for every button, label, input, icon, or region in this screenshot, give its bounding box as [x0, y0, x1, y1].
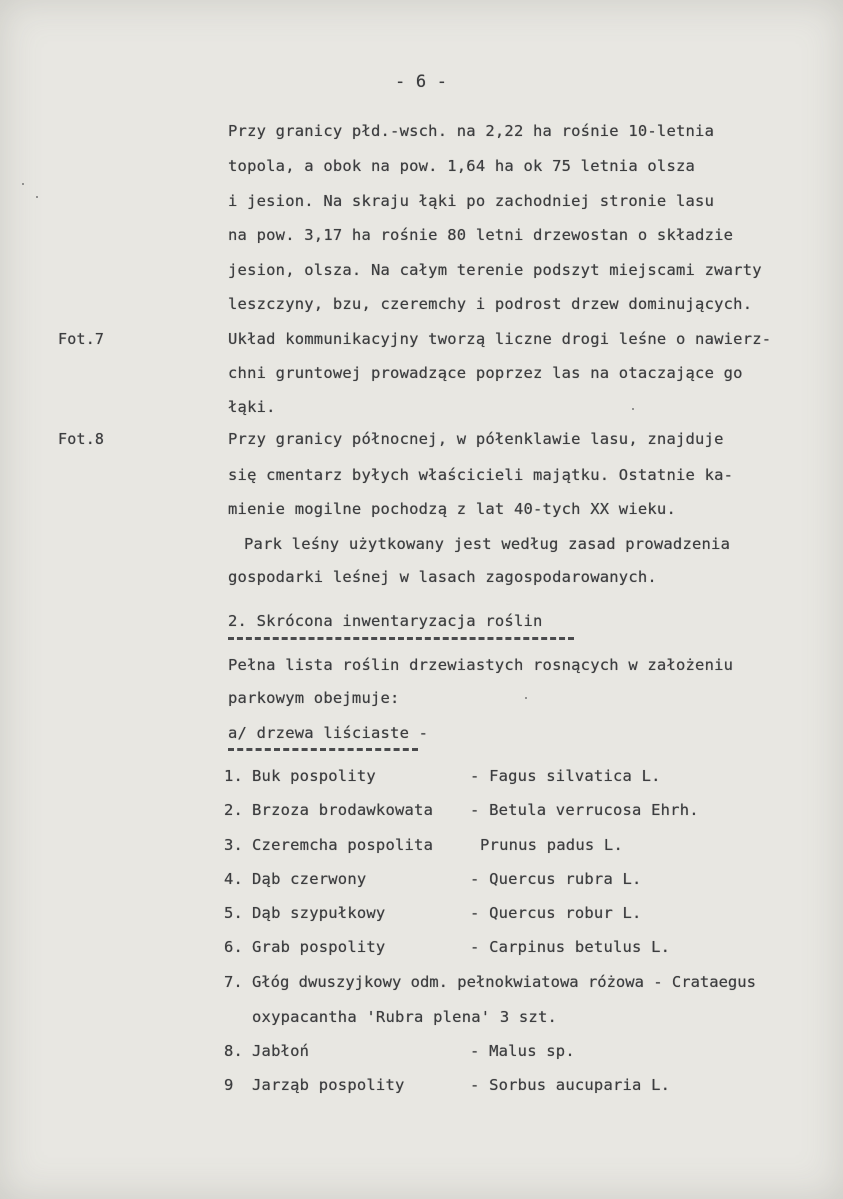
item-name: Jabłoń: [252, 1042, 310, 1060]
item-latin: - Quercus robur L.: [470, 904, 642, 922]
paragraph-line: topola, a obok na pow. 1,64 ha ok 75 letnia olsza: [228, 157, 696, 175]
section-heading-underline: [228, 637, 574, 640]
item-latin: Prunus padus L.: [480, 836, 623, 854]
item-name: Dąb szypułkowy: [252, 904, 386, 922]
paragraph-line: Przy granicy płd.-wsch. na 2,22 ha rośnie 10-letnia: [228, 122, 715, 140]
item-number: 1.: [224, 767, 244, 785]
item-latin: - Quercus rubra L.: [470, 870, 642, 888]
paragraph-line: Przy granicy północnej, w półenklawie lasu, znajduje: [228, 430, 724, 448]
item-number: 4.: [224, 870, 244, 888]
item-latin: - Carpinus betulus L.: [470, 938, 671, 956]
list-item-continuation: oxypacantha 'Rubra plena' 3 szt.: [252, 1008, 558, 1026]
item-name: Czeremcha pospolita: [252, 836, 434, 854]
item-number: 2.: [224, 801, 244, 819]
margin-note-fot7: Fot.7: [58, 330, 105, 348]
item-name: Dąb czerwony: [252, 870, 367, 888]
paragraph-line: jesion, olsza. Na całym terenie podszyt miejscami zwarty: [228, 261, 762, 279]
item-latin: - Malus sp.: [470, 1042, 575, 1060]
paragraph-line: Park leśny użytkowany jest według zasad prowadzenia: [244, 535, 731, 553]
paragraph-line: mienie mogilne pochodzą z lat 40-tych XX wieku.: [228, 500, 676, 518]
item-name: Brzoza brodawkowata: [252, 801, 434, 819]
item-number: 9: [224, 1076, 234, 1094]
item-number: 6.: [224, 938, 244, 956]
paragraph-line: Układ kommunikacyjny tworzą liczne drogi leśne o nawierz-: [228, 330, 772, 348]
item-latin: - Sorbus aucuparia L.: [470, 1076, 671, 1094]
item-name: Grab pospolity: [252, 938, 386, 956]
margin-note-fot8: Fot.8: [58, 430, 105, 448]
intro-line: parkowym obejmuje:: [228, 689, 400, 707]
item-name: Jarząb pospolity: [252, 1076, 405, 1094]
item-number: 5.: [224, 904, 244, 922]
intro-line: Pełna lista roślin drzewiastych rosnących w założeniu: [228, 656, 734, 674]
item-number: 3.: [224, 836, 244, 854]
item-latin: - Betula verrucosa Ehrh.: [470, 801, 699, 819]
paper-speck: [36, 196, 38, 198]
subheading-underline: [228, 748, 418, 751]
subheading: a/ drzewa liściaste -: [228, 724, 429, 742]
paragraph-line: się cmentarz byłych właścicieli majątku. Ostatnie ka-: [228, 466, 734, 484]
item-latin: - Fagus silvatica L.: [470, 767, 661, 785]
list-item: 7. Głóg dwuszyjkowy odm. pełnokwiatowa różowa - Crataegus: [224, 973, 756, 991]
paragraph-line: łąki.: [228, 398, 276, 416]
paper-speck: [632, 408, 634, 410]
paragraph-line: gospodarki leśnej w lasach zagospodarowanych.: [228, 568, 657, 586]
paragraph-line: na pow. 3,17 ha rośnie 80 letni drzewostan o składzie: [228, 226, 734, 244]
item-number: 8.: [224, 1042, 244, 1060]
item-name: Buk pospolity: [252, 767, 376, 785]
page-number: - 6 -: [395, 72, 448, 92]
paragraph-line: i jesion. Na skraju łąki po zachodniej stronie lasu: [228, 192, 715, 210]
paragraph-line: chni gruntowej prowadzące poprzez las na otaczające go: [228, 364, 743, 382]
paper-speck: [22, 183, 24, 185]
paper-speck: [525, 697, 527, 699]
section-heading: 2. Skrócona inwentaryzacja roślin: [228, 612, 543, 630]
paragraph-line: leszczyny, bzu, czeremchy i podrost drzew dominujących.: [228, 295, 753, 313]
